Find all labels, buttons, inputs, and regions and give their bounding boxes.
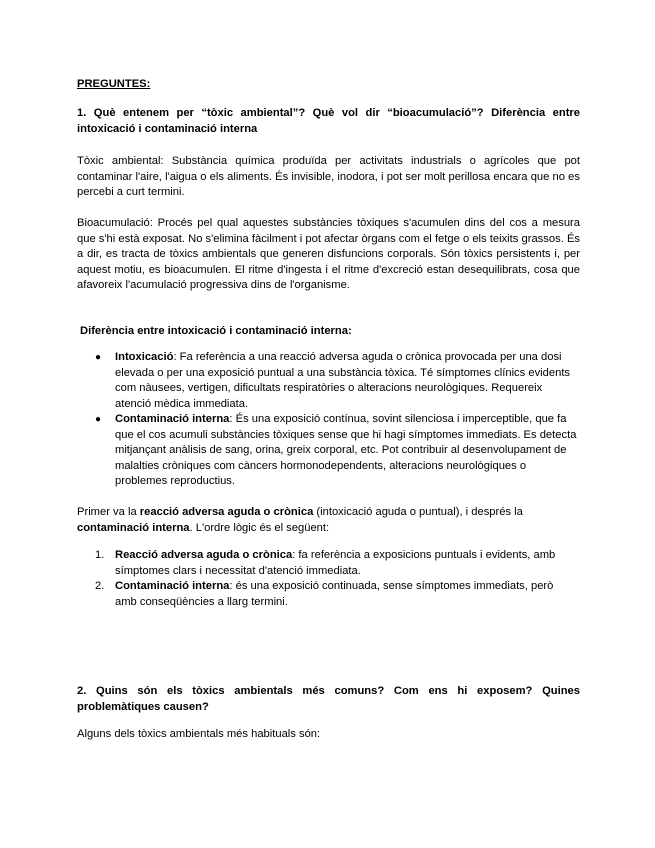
order-text: Primer va la	[77, 506, 140, 518]
definition-text: : fa referència a exposicions puntuals i evidents, amb símptomes clars i necessitat d'atenció immediata.	[115, 549, 556, 577]
difference-bullet-list	[95, 350, 580, 490]
term-contaminacio-interna: Contaminació interna	[115, 413, 230, 425]
question-2-title: 2. Quins són els tòxics ambientals més comuns? Com ens hi exposem? Quines problemàtiques causen?	[77, 685, 580, 713]
definition-text: : És una exposició contínua, sovint silenciosa i imperceptible, que fa que el cos acumuli substàncies tòxiques sense que hi hagi símptomes immediats. Es detecta mitjançant anàlisis de sang, orina, greix corporal, etc. Pot contribuir al desenvolupament de malalties cròniques com càncers hormonodependents, alteracions neurològiques o problemes reproductius.	[115, 413, 577, 487]
question-1-title: 1. Què entenem per “tòxic ambiental”? Què vol dir “bioacumulació”? Diferència entre intoxicació i contaminació interna	[77, 107, 580, 135]
order-text: . L'ordre lògic és el següent:	[189, 521, 330, 534]
paragraph-order	[77, 505, 580, 536]
order-text: (intoxicació aguda o puntual), i després la	[313, 506, 523, 518]
bullet-marker: ●	[95, 414, 102, 425]
term-contaminacio-interna: Contaminació interna	[115, 580, 230, 592]
term-reaccio-adversa: Reacció adversa aguda o crònica	[115, 549, 293, 561]
paragraph-bioacumulacio: Bioacumulació: Procés pel qual aquestes substàncies tòxiques s'acumulen dins del cos a mesura que s'hi està exposat. No s'elimina fàcilment i pot afectar òrgans com el fetge o els teixits grassos. És a dir, es tracta de tòxics ambientals que generen disfuncions corporals. Són tòxics persistents i, per aquest motiu, es bioacumulen. El ritme d'ingesta i el ritme d'excreció estan desequilibrats, cosa que afavoreix l'acumulació progressiva dins de l'organisme.	[77, 217, 580, 291]
definition-text: : Fa referència a una reacció adversa aguda o crònica provocada per una dosi elevada o per una exposició puntual a una substància tòxica. Té símptomes clínics evidents com nàusees, vertigen, dificultats respiratòries o alteracions neurològiques. Requereix atenció mèdica immediata.	[115, 351, 571, 410]
order-numbered-list	[95, 548, 565, 610]
list-number: 1.	[95, 549, 105, 561]
list-item	[95, 350, 580, 412]
order-bold-term: contaminació interna	[77, 521, 190, 534]
bullet-marker: ●	[95, 352, 102, 363]
paragraph-alguns: Alguns dels tòxics ambientals més habituals són:	[77, 728, 321, 740]
list-item	[95, 548, 565, 579]
term-intoxicacio: Intoxicació	[115, 351, 174, 363]
list-item	[95, 579, 565, 610]
paragraph-toxic-ambiental: Tòxic ambiental: Substància química produïda per activitats industrials o agrícoles que pot contaminar l'aire, l'aigua o els aliments. És invisible, inodora, i pot ser molt perillosa encara que no es percebi a curt termini.	[77, 155, 580, 198]
order-bold-term: reacció adversa aguda o crònica	[139, 506, 314, 518]
page-heading: PREGUNTES:	[77, 78, 151, 90]
list-number: 2.	[95, 580, 105, 592]
list-item	[95, 412, 580, 490]
definition-text: : és una exposició continuada, sense símptomes immediats, però amb conseqüències a llarg termini.	[115, 580, 554, 608]
difference-title: Diferència entre intoxicació i contaminació interna:	[80, 325, 352, 337]
